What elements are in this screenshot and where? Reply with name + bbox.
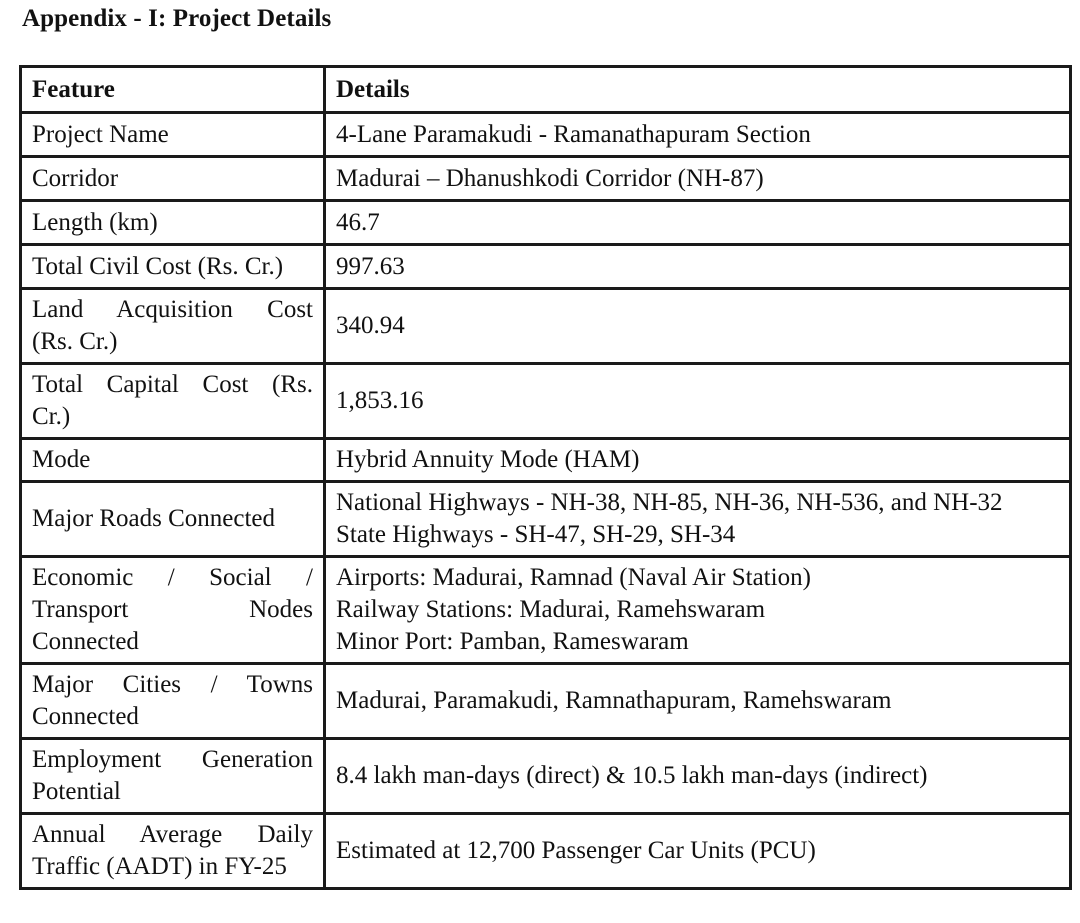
details-text: 1,853.16 [336, 387, 424, 414]
feature-text: Mode [32, 446, 91, 473]
feature-text: Project Name [32, 120, 169, 148]
project-details-table [19, 65, 1072, 890]
table-row [21, 157, 1071, 201]
feature-text: Transport Nodes [32, 596, 313, 623]
details-cell [325, 201, 1071, 245]
details-text: 997.63 [336, 252, 405, 280]
details-cell [325, 482, 1071, 557]
feature-cell [21, 482, 325, 557]
details-text: Railway Stations: Madurai, Ramehswaram [336, 596, 766, 623]
details-text: Hybrid Annuity Mode (HAM) [336, 446, 640, 473]
details-text: 4-Lane Paramakudi - Ramanathapuram Section [336, 120, 811, 148]
feature-cell [21, 364, 325, 439]
table-row [21, 482, 1071, 557]
table-row [21, 557, 1071, 664]
feature-text: Annual Average Daily [32, 821, 313, 848]
feature-cell [21, 664, 325, 739]
details-cell [325, 245, 1071, 289]
details-cell [325, 364, 1071, 439]
table-row [21, 439, 1071, 482]
details-text: Airports: Madurai, Ramnad (Naval Air Station) [336, 564, 811, 591]
feature-cell [21, 814, 325, 889]
feature-text: Connected [32, 703, 139, 730]
feature-text: Length (km) [32, 208, 158, 236]
header-details: Details [325, 67, 1071, 113]
page-title: Appendix - I: Project Details [22, 5, 332, 32]
feature-text: (Rs. Cr.) [32, 328, 118, 355]
feature-cell [21, 157, 325, 201]
feature-cell [21, 113, 325, 157]
feature-text: Total Capital Cost (Rs. [32, 371, 313, 398]
feature-cell [21, 557, 325, 664]
feature-text: Major Roads Connected [32, 505, 276, 532]
feature-text: Land Acquisition Cost [32, 296, 313, 323]
details-text: 46.7 [336, 208, 380, 236]
table-header-row [21, 67, 1071, 113]
feature-text: Major Cities / Towns [32, 671, 313, 698]
feature-cell [21, 245, 325, 289]
details-cell [325, 557, 1071, 664]
feature-text: Corridor [32, 164, 119, 192]
details-text: National Highways - NH-38, NH-85, NH-36, NH-536, and NH-32 [336, 489, 1003, 516]
feature-text: Potential [32, 778, 121, 805]
header-feature: Feature [21, 67, 325, 113]
feature-cell [21, 439, 325, 482]
table-row [21, 364, 1071, 439]
feature-text: Economic / Social / [32, 564, 313, 591]
table-row [21, 814, 1071, 889]
details-text: State Highways - SH-47, SH-29, SH-34 [336, 521, 736, 548]
details-cell [325, 814, 1071, 889]
details-text: 340.94 [336, 312, 405, 339]
feature-cell [21, 289, 325, 364]
details-cell [325, 113, 1071, 157]
details-cell [325, 439, 1071, 482]
feature-text: Employment Generation [32, 746, 313, 773]
feature-text: Cr.) [32, 403, 71, 430]
details-text: Estimated at 12,700 Passenger Car Units (PCU) [336, 837, 816, 864]
feature-text: Traffic (AADT) in FY-25 [32, 853, 287, 880]
feature-cell [21, 201, 325, 245]
details-cell [325, 157, 1071, 201]
table-row [21, 289, 1071, 364]
table-row [21, 245, 1071, 289]
table-row [21, 113, 1071, 157]
details-text: Madurai – Dhanushkodi Corridor (NH-87) [336, 164, 764, 192]
table-row [21, 739, 1071, 814]
details-text: 8.4 lakh man-days (direct) & 10.5 lakh man-days (indirect) [336, 762, 928, 789]
details-text: Madurai, Paramakudi, Ramnathapuram, Ramehswaram [336, 687, 892, 714]
details-cell [325, 289, 1071, 364]
feature-text: Connected [32, 628, 139, 655]
table-row [21, 664, 1071, 739]
table-row [21, 201, 1071, 245]
details-text: Minor Port: Pamban, Rameswaram [336, 628, 689, 655]
details-cell [325, 664, 1071, 739]
feature-cell [21, 739, 325, 814]
feature-text: Total Civil Cost (Rs. Cr.) [32, 252, 284, 280]
details-cell [325, 739, 1071, 814]
